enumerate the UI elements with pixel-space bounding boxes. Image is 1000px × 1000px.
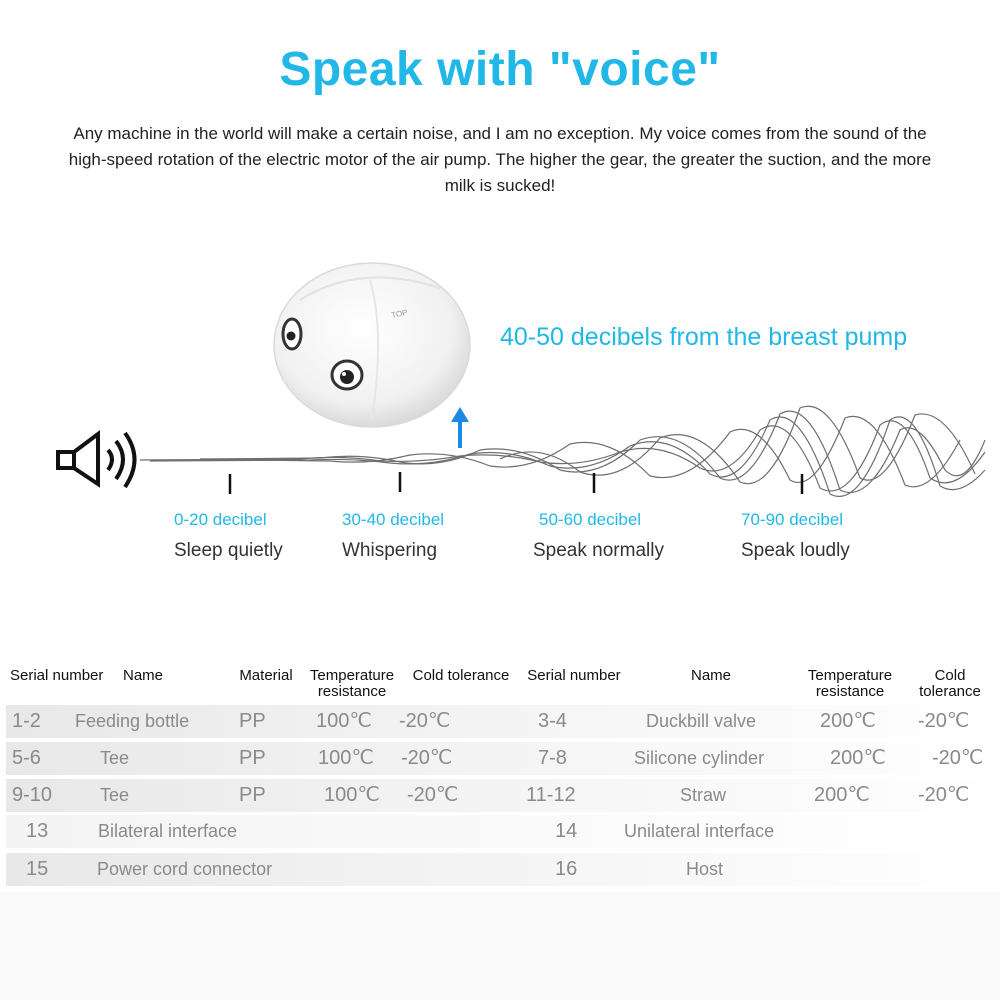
temperature-resistance: 100℃	[316, 710, 372, 732]
temperature-resistance: 100℃	[324, 784, 380, 806]
temperature-resistance: 200℃	[830, 747, 886, 769]
temperature-resistance: 200℃	[820, 710, 876, 732]
part-name: Straw	[680, 785, 727, 805]
header-cold-tolerance: Cold tolerance	[919, 667, 981, 700]
decibel-range: 0-20 decibel	[174, 510, 267, 529]
speaker-icon	[58, 433, 135, 487]
decibel-range: 50-60 decibel	[539, 510, 642, 529]
part-name: Bilateral interface	[98, 821, 238, 841]
header-name: Name	[690, 667, 731, 684]
serial-number: 15	[26, 858, 49, 880]
temperature-resistance: 200℃	[814, 784, 870, 806]
decibel-ticks	[230, 472, 802, 494]
part-name: Tee	[100, 748, 130, 768]
table-row	[6, 815, 996, 848]
part-name: Duckbill valve	[646, 711, 757, 731]
serial-number: 16	[555, 858, 578, 880]
pump-label: TOP	[390, 307, 409, 320]
table-row	[6, 779, 996, 812]
cold-tolerance: -20℃	[918, 710, 970, 732]
pump-decibel-caption: 40-50 decibels from the breast pump	[500, 323, 908, 351]
intro-paragraph: Any machine in the world will make a certain noise, and I am no exception. My voice comes from the sound of the high-speed rotation of the electric motor of the air pump. The higher the gear, the greater the suction, and the more milk is sucked!	[68, 124, 932, 195]
breast-pump-image	[274, 263, 470, 427]
serial-number: 5-6	[12, 747, 41, 769]
serial-number: 7-8	[538, 747, 567, 769]
header-name: Name	[122, 667, 163, 684]
part-name: Tee	[100, 785, 130, 805]
header-temperature-resistance: Temperature resistance	[309, 667, 395, 700]
part-name: Host	[686, 859, 724, 879]
cold-tolerance: -20℃	[918, 784, 970, 806]
serial-number: 9-10	[12, 784, 53, 806]
table-row	[6, 705, 996, 738]
decibel-level	[741, 510, 850, 562]
header-temperature-resistance: Temperature resistance	[807, 667, 893, 700]
cold-tolerance: -20℃	[407, 784, 459, 806]
decibel-description: Sleep quietly	[174, 540, 283, 561]
cold-tolerance: -20℃	[932, 747, 984, 769]
decibel-range: 70-90 decibel	[741, 510, 844, 529]
decibel-description: Speak normally	[533, 540, 664, 561]
serial-number: 3-4	[538, 710, 567, 732]
serial-number: 13	[26, 820, 49, 842]
decibel-range: 30-40 decibel	[342, 510, 445, 529]
material: PP	[239, 784, 266, 806]
cold-tolerance: -20℃	[401, 747, 453, 769]
decibel-level	[174, 510, 283, 562]
cold-tolerance: -20℃	[399, 710, 451, 732]
serial-number: 1-2	[12, 710, 41, 732]
part-name: Unilateral interface	[624, 821, 775, 841]
header-serial-number: Serial number	[527, 667, 621, 684]
material: PP	[239, 710, 266, 732]
part-name: Power cord connector	[97, 859, 273, 879]
header-cold-tolerance: Cold tolerance	[412, 667, 510, 684]
sound-wave-lines	[140, 406, 985, 496]
table-row	[6, 742, 996, 775]
decibel-description: Speak loudly	[741, 540, 850, 561]
temperature-resistance: 100℃	[318, 747, 374, 769]
decibel-level	[533, 510, 664, 562]
part-name: Feeding bottle	[75, 711, 190, 731]
table-row	[6, 853, 996, 886]
part-name: Silicone cylinder	[634, 748, 765, 768]
decibel-level	[342, 510, 444, 562]
serial-number: 11-12	[526, 784, 576, 806]
header-material: Material	[239, 667, 293, 684]
material: PP	[239, 747, 266, 769]
sound-wave-illustration	[0, 250, 1000, 510]
decibel-description: Whispering	[342, 540, 438, 561]
footer-area	[0, 892, 1000, 1000]
page-title: Speak with "voice"	[279, 43, 721, 96]
arrow-up-icon	[451, 407, 469, 448]
header-serial-number: Serial number	[10, 667, 104, 684]
serial-number: 14	[555, 820, 578, 842]
